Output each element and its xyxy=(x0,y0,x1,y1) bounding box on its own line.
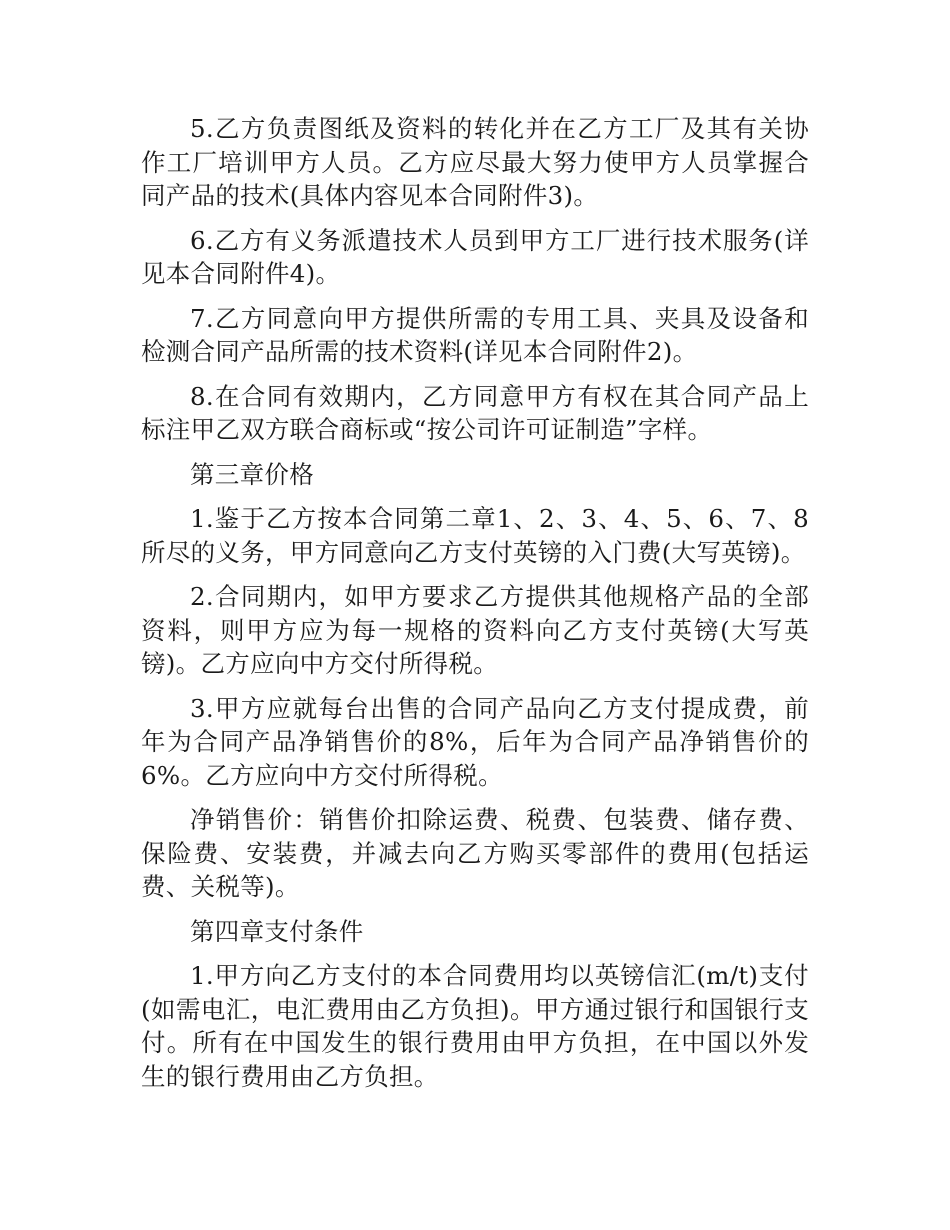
clause-2-7: 7.乙方同意向甲方提供所需的专用工具、夹具及设备和检测合同产品所需的技术资料(详见本合同附件2)。 xyxy=(141,303,809,366)
chapter-3-heading: 第三章价格 xyxy=(190,459,314,489)
clause-4-1: 1.甲方向乙方支付的本合同费用均以英镑信汇(m/t)支付(如需电汇，电汇费用由乙方负担)。甲方通过银行和国银行支付。所有在中国发生的银行费用由甲方负担，在中国以外发生的银行费用由乙方负担。 xyxy=(141,961,809,1091)
clause-3-2: 2.合同期内，如甲方要求乙方提供其他规格产品的全部资料，则甲方应为每一规格的资料向乙方支付英镑(大写英镑)。乙方应向中方交付所得税。 xyxy=(141,582,809,678)
net-sales-price-definition: 净销售价：销售价扣除运费、税费、包装费、储存费、保险费、安装费，并减去向乙方购买零部件的费用(包括运费、关税等)。 xyxy=(141,805,809,901)
clause-2-5: 5.乙方负责图纸及资料的转化并在乙方工厂及其有关协作工厂培训甲方人员。乙方应尽最大努力使甲方人员掌握合同产品的技术(具体内容见本合同附件3)。 xyxy=(141,114,809,210)
clause-3-1: 1.鉴于乙方按本合同第二章1、2、3、4、5、6、7、8所尽的义务，甲方同意向乙方支付英镑的入门费(大写英镑)。 xyxy=(141,504,809,567)
chapter-4-heading: 第四章支付条件 xyxy=(190,916,364,946)
clause-2-6: 6.乙方有义务派遣技术人员到甲方工厂进行技术服务(详见本合同附件4)。 xyxy=(141,225,809,288)
clause-3-3: 3.甲方应就每台出售的合同产品向乙方支付提成费，前年为合同产品净销售价的8%，后年为合同产品净销售价的6%。乙方应向中方交付所得税。 xyxy=(141,693,809,790)
clause-2-8: 8.在合同有效期内，乙方同意甲方有权在其合同产品上标注甲乙双方联合商标或“按公司许可证制造”字样。 xyxy=(141,381,809,444)
document-body xyxy=(141,112,809,1104)
